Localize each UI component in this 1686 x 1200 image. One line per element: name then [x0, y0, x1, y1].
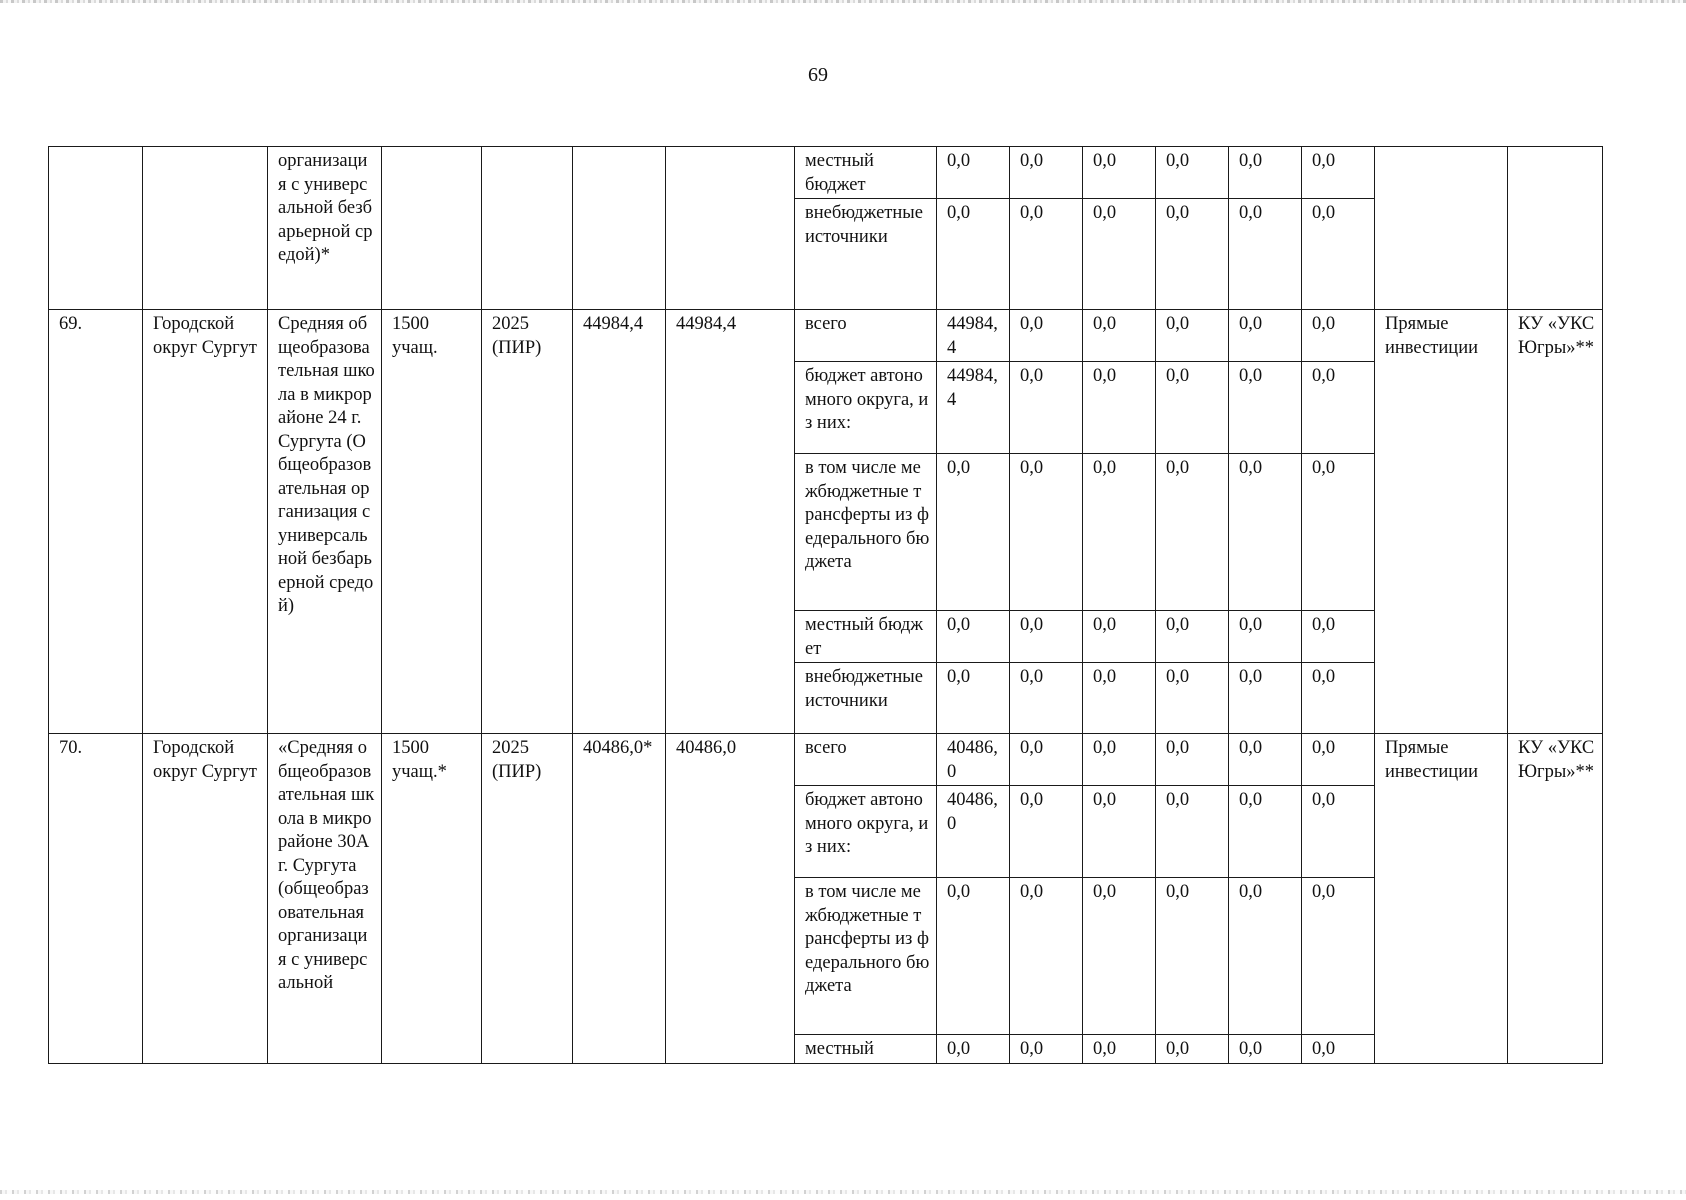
value-cell: 0,0 [1302, 362, 1375, 454]
funding-source: местный бюджет [795, 147, 937, 199]
value-cell: 0,0 [937, 663, 1010, 734]
value-cell: 44984,4 [937, 362, 1010, 454]
value-cell: 0,0 [1083, 786, 1156, 878]
value-cell: 0,0 [1229, 1035, 1302, 1064]
remaining-cost: 44984,4 [666, 310, 795, 734]
value-cell: 0,0 [1010, 663, 1083, 734]
value-cell: 40486,0 [937, 734, 1010, 786]
funding-source: внебюджетные источники [795, 199, 937, 310]
object-name: «Средняя общеобразовательная школа в микрорайоне 30А г. Сургута (общеобразовательная организация с универсальной [268, 734, 382, 1064]
funding-source: местный бюджет [795, 611, 937, 663]
value-cell: 0,0 [1302, 147, 1375, 199]
row-number: 69. [49, 310, 143, 734]
customer: КУ «УКС Югры»** [1508, 734, 1603, 1064]
municipality: Городской округ Сургут [143, 734, 268, 1064]
investment-table [48, 146, 1603, 1064]
value-cell: 0,0 [1083, 362, 1156, 454]
municipality: Городской округ Сургут [143, 310, 268, 734]
remaining-cost [666, 147, 795, 310]
remaining-cost: 40486,0 [666, 734, 795, 1064]
funding-source: бюджет автономного округа, из них: [795, 786, 937, 878]
value-cell: 0,0 [1302, 734, 1375, 786]
value-cell: 0,0 [1010, 199, 1083, 310]
cost: 40486,0* [573, 734, 666, 1064]
value-cell: 0,0 [937, 147, 1010, 199]
value-cell: 0,0 [1156, 786, 1229, 878]
page-number: 69 [808, 64, 828, 86]
value-cell: 0,0 [1229, 878, 1302, 1035]
value-cell: 0,0 [1010, 454, 1083, 611]
value-cell: 0,0 [1302, 199, 1375, 310]
value-cell: 0,0 [1229, 199, 1302, 310]
value-cell: 0,0 [1010, 1035, 1083, 1064]
value-cell: 0,0 [937, 878, 1010, 1035]
value-cell: 0,0 [1156, 611, 1229, 663]
capacity: 1500 учащ. [382, 310, 482, 734]
object-name: организация с универсальной безбарьерной средой)* [268, 147, 382, 310]
value-cell: 0,0 [1156, 147, 1229, 199]
value-cell: 44984,4 [937, 310, 1010, 362]
funding-source: всего [795, 734, 937, 786]
value-cell: 0,0 [937, 454, 1010, 611]
value-cell: 0,0 [937, 1035, 1010, 1064]
value-cell: 0,0 [1229, 786, 1302, 878]
value-cell: 0,0 [1156, 310, 1229, 362]
table-row [49, 147, 1603, 199]
value-cell: 0,0 [1083, 147, 1156, 199]
value-cell: 0,0 [1302, 663, 1375, 734]
value-cell: 0,0 [1083, 199, 1156, 310]
value-cell: 0,0 [1156, 362, 1229, 454]
value-cell: 0,0 [1083, 611, 1156, 663]
value-cell: 0,0 [1010, 878, 1083, 1035]
capacity [382, 147, 482, 310]
value-cell: 0,0 [1229, 734, 1302, 786]
cost [573, 147, 666, 310]
value-cell: 0,0 [1156, 199, 1229, 310]
value-cell: 0,0 [937, 199, 1010, 310]
value-cell: 0,0 [1010, 734, 1083, 786]
value-cell: 40486,0 [937, 786, 1010, 878]
scan-edge-top [0, 0, 1686, 3]
value-cell: 0,0 [1010, 147, 1083, 199]
table-body [49, 147, 1603, 1064]
table-row [49, 734, 1603, 786]
year [482, 147, 573, 310]
object-name: Средняя общеобразовательная школа в микрорайоне 24 г. Сургута (Общеобразовательная организация с универсальной безбарьерной средой) [268, 310, 382, 734]
value-cell: 0,0 [1156, 734, 1229, 786]
mechanism: Прямые инвестиции [1375, 734, 1508, 1064]
value-cell: 0,0 [1156, 454, 1229, 611]
value-cell: 0,0 [1010, 310, 1083, 362]
capacity: 1500 учащ.* [382, 734, 482, 1064]
customer: КУ «УКС Югры»** [1508, 310, 1603, 734]
value-cell: 0,0 [1083, 454, 1156, 611]
mechanism: Прямые инвестиции [1375, 310, 1508, 734]
year: 2025 (ПИР) [482, 734, 573, 1064]
value-cell: 0,0 [1302, 786, 1375, 878]
value-cell: 0,0 [1156, 1035, 1229, 1064]
customer [1508, 147, 1603, 310]
value-cell: 0,0 [1083, 663, 1156, 734]
funding-source: в том числе межбюджетные трансферты из федерального бюджета [795, 454, 937, 611]
value-cell: 0,0 [937, 611, 1010, 663]
funding-source: в том числе межбюджетные трансферты из федерального бюджета [795, 878, 937, 1035]
mechanism [1375, 147, 1508, 310]
value-cell: 0,0 [1229, 310, 1302, 362]
value-cell: 0,0 [1302, 611, 1375, 663]
funding-source: внебюджетные источники [795, 663, 937, 734]
value-cell: 0,0 [1302, 454, 1375, 611]
value-cell: 0,0 [1010, 611, 1083, 663]
value-cell: 0,0 [1302, 310, 1375, 362]
value-cell: 0,0 [1010, 362, 1083, 454]
value-cell: 0,0 [1156, 663, 1229, 734]
value-cell: 0,0 [1302, 878, 1375, 1035]
cost: 44984,4 [573, 310, 666, 734]
value-cell: 0,0 [1083, 1035, 1156, 1064]
table-row [49, 310, 1603, 362]
value-cell: 0,0 [1010, 786, 1083, 878]
scan-edge-bottom [0, 1190, 1686, 1194]
funding-source: бюджет автономного округа, из них: [795, 362, 937, 454]
value-cell: 0,0 [1156, 878, 1229, 1035]
value-cell: 0,0 [1229, 147, 1302, 199]
value-cell: 0,0 [1229, 362, 1302, 454]
row-number: 70. [49, 734, 143, 1064]
funding-source: всего [795, 310, 937, 362]
row-number [49, 147, 143, 310]
year: 2025 (ПИР) [482, 310, 573, 734]
value-cell: 0,0 [1229, 454, 1302, 611]
value-cell: 0,0 [1229, 611, 1302, 663]
value-cell: 0,0 [1083, 310, 1156, 362]
municipality [143, 147, 268, 310]
value-cell: 0,0 [1229, 663, 1302, 734]
funding-source: местный [795, 1035, 937, 1064]
value-cell: 0,0 [1302, 1035, 1375, 1064]
value-cell: 0,0 [1083, 734, 1156, 786]
value-cell: 0,0 [1083, 878, 1156, 1035]
